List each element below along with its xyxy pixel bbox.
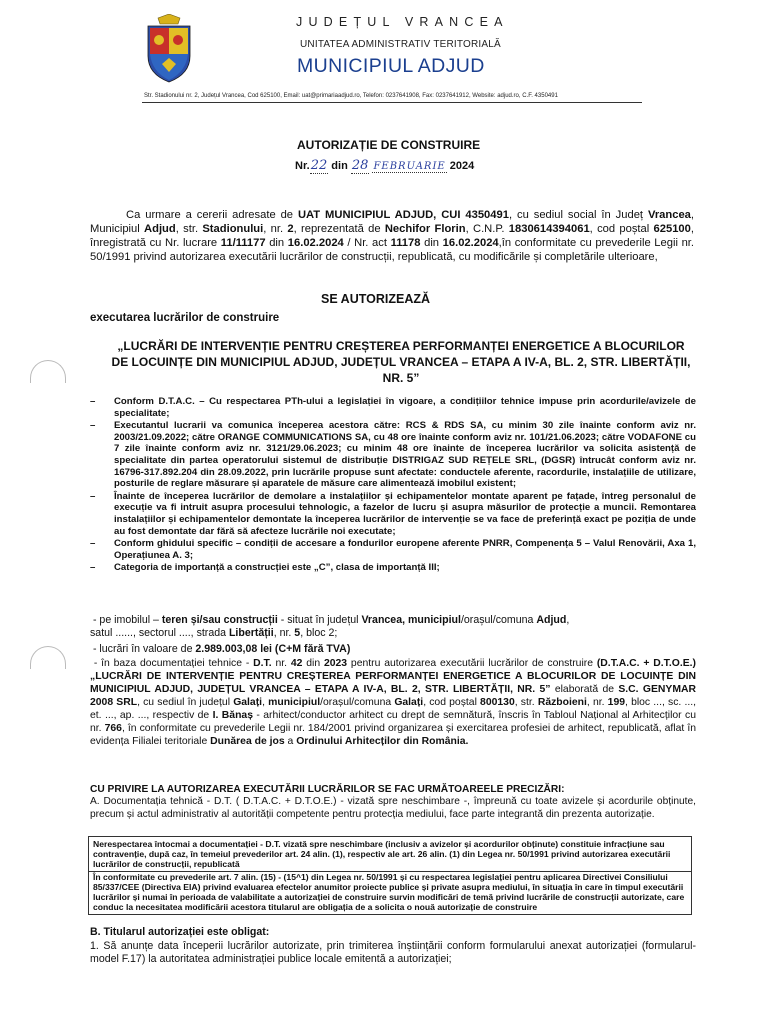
nr-label: Nr. xyxy=(295,160,310,172)
project-title: „LUCRĂRI DE INTERVENȚIE PENTRU CREȘTEREA PERFORMANȚEI ENERGETICE A BLOCURILOR DE LOCUINȚE DIN MUNICIPIUL ADJUD, JUDEȚUL VRANCEA – ETAPA A IV-A, BL. 2, STR. LIBERTĂȚII, NR. 5” xyxy=(111,339,691,385)
condition-item: – Conform ghidului specific – condiții de accesare a fondurilor europene aferente PNRR, Compenența 5 – Valul Renovării, Axa 1, Operațiunea A. 3; xyxy=(90,538,696,561)
municipality-heading: MUNICIPIUL ADJUD xyxy=(297,55,485,77)
executarea-heading: executarea lucrărilor de construire xyxy=(90,312,280,324)
precizari-heading: CU PRIVIRE LA AUTORIZAREA EXECUTĂRII LUCRĂRILOR SE FAC URMĂTOAREELE PRECIZĂRI: xyxy=(90,784,565,795)
unit-heading: UNITATEA ADMINISTRATIV TERITORIALĂ xyxy=(300,39,501,50)
contact-line: Str. Stadionului nr. 2, Județul Vrancea, Cod 625100, Email: uat@primariaadjud.ro, Telefon: 0237641908, Fax: 0237641912, Website: adjud.ro, C.F. 4350491 xyxy=(144,93,558,99)
header-divider xyxy=(142,102,642,103)
punch-hole-mark xyxy=(30,646,66,669)
condition-item: – Conform D.T.A.C. – Cu respectarea PTh-ului a legislației în vigoare, a condițiilor tehnice impuse prin acordurile/avizele de specialitate; xyxy=(90,396,696,419)
se-autorizeaza-heading: SE AUTORIZEAZĂ xyxy=(321,292,431,306)
condition-item: – Executantul lucrarii va comunica începerea acestora către: RCS & RDS SA, cu minim 30 zile înainte conform aviz nr. 2003/21.09.2022; către ORANGE COMMUNICATIONS SA, cu 48 ore înainte conform aviz nr. 101/21.06.2023; către VODAFONE cu 7 zile înainte conform aviz nr. 3121/29.06.2023; cu minim 48 ore înainte de începerea lucrărilor va solicita asistență de specialitate din partea operatorului sistemul de distribuție DISTRIGAZ SUD REȚELE SRL, (DGSR) întrucât conform aviz nr. 16796-317.892.204 din 28.09.2022, prin lucrările propuse sunt afectate: conductele aferente, racordurile, instalațiile de utilizare, posturile de reglare măsurare și aparatele de măsure care alimentează imobilul existent; xyxy=(90,420,696,490)
notice-box-1: Nerespectarea întocmai a documentației - D.T. vizată spre neschimbare (inclusiv a avizelor și acordurilor obținute) constituie infracțiune sau contravenție, după caz, în temeiul prevederilor art. 24 alin. (1), respectiv ale art. 26 alin. (1) din Legea nr. 50/1991 privind autorizarea executării lucrărilor de construcții, republicată xyxy=(88,836,692,872)
county-heading: JUDEȚUL VRANCEA xyxy=(296,15,509,29)
document-title: AUTORIZAȚIE DE CONSTRUIRE xyxy=(297,138,481,152)
conditions-list xyxy=(90,396,696,575)
documentation-paragraph: - în baza documentației tehnice - D.T. nr. 42 din 2023 pentru autorizarea executării lucrărilor de construire (D.T.A.C. + D.T.O.E.) „LUCRĂRI DE INTERVENȚIE PENTRU CREȘTEREA PERFORMANȚEI ENERGETICE A BLOCURILOR DE LOCUINȚE DIN MUNICIPIUL ADJUD, JUDEȚUL VRANCEA – ETAPA A IV-A, BL. 2, STR. LIBERTĂȚII, NR. 5” elaborată de S.C. GENYMAR 2008 SRL, cu sediul în județul Galați, municipiul/orașul/comuna Galați, cod poștal 800130, str. Războieni, nr. 199, bloc ..., sc. ..., et. ..., ap. ..., respectiv de I. Bănaș - arhitect/conductor arhitect cu drept de semnătură, înscris în Tabloul Național al Arhitecților cu nr. 766, în conformitate cu prevederile Legii nr. 184/2001 privind organizarea și exercitarea profesiei de arhitect, republicată, aflat în evidența Filialei teritoriale Dunărea de jos a Ordinului Arhitecților din România. xyxy=(90,658,697,747)
precizari-a: A. Documentația tehnică - D.T. ( D.T.A.C. + D.T.O.E.) - vizată spre neschimbare -, împreună cu toate avizele și acordurile obținute, precum și actul administrativ al autorității competente pentru protecția mediului, face parte integrantă din prezenta autorizație. xyxy=(90,796,696,820)
condition-item: – Înainte de începerea lucrărilor de demolare a instalațiilor și echipamentelor montate aparent pe fațade, întreg personalul de execuție va fi intruit asupra procesului tehnologic, a fazelor de lucru și asupra măsurilor de protecție a muncii. Remontarea instalațiilor și echipamentelor demontate la începerea lucrărilor de intervenție se va face de preferință exact pe poziția de unde au fost demontate dar fără să afecteze lucrările noi executate; xyxy=(90,491,696,537)
intro-paragraph: Ca urmare a cererii adresate de UAT MUNICIPIUL ADJUD, CUI 4350491, cu sediul social în Județ Vrancea, Municipiul Adjud, str. Stadionului, nr. 2, reprezentată de Nechifor Florin, C.N.P. 1830614394061, cod poștal 625100, înregistrată cu Nr. lucrare 11/11177 din 16.02.2024 / Nr. act 11178 din 16.02.2024,în conformitate cu prevederile Legii nr. 50/1991 privind autorizarea executării lucrărilor de construcții, republicată, cu modificările și completările ulterioare, xyxy=(90,209,695,263)
punch-hole-mark xyxy=(30,360,66,383)
handwritten-number: 22 xyxy=(310,158,328,173)
location-paragraph: - pe imobilul – teren și/sau construcții - situat în județul Vrancea, municipiul/orașul/comuna Adjud, satul ......, sectorul ...., strada Libertății, nr. 5, bloc 2; xyxy=(90,614,570,640)
titular-obligation-1: 1. Să anunțe data începerii lucrărilor autorizate, prin trimiterea înștiințării conform formularului anexat autorizației (formularul-model F.17) la autoritatea administrației publice locale emitentă a autorizației; xyxy=(90,940,696,966)
value-line: - lucrări în valoare de 2.989.003,08 lei (C+M fără TVA) xyxy=(90,643,351,655)
notice-box-2: În conformitate cu prevederile art. 7 alin. (15) - (15^1) din Legea nr. 50/1991 și cu respectarea legislației pentru aplicarea Directivei Consiliului 85/337/CEE (Directiva EIA) privind evaluarea efectelor anumitor proiecte publice și private asupra mediului, în situația în care în timpul executării lucrărilor și numai în perioada de valabilitate a autorizației de construire survin modificări de temă privind lucrările de construcții autorizate, care conduc la necesitatea modificării acestora titularul are obligația de a solicita o nouă autorizație de construire xyxy=(88,870,692,915)
coat-of-arms-icon xyxy=(144,14,194,84)
handwritten-month: FEBRUARIE xyxy=(373,161,446,172)
titular-heading: B. Titularul autorizației este obligat: xyxy=(90,926,270,938)
document-number-line xyxy=(295,158,474,173)
din-label: din xyxy=(331,160,348,172)
year: 2024 xyxy=(449,160,475,172)
condition-item: – Categoria de importanță a construcției este „C”, clasa de importanță III; xyxy=(90,562,696,574)
handwritten-day: 28 xyxy=(351,158,369,173)
